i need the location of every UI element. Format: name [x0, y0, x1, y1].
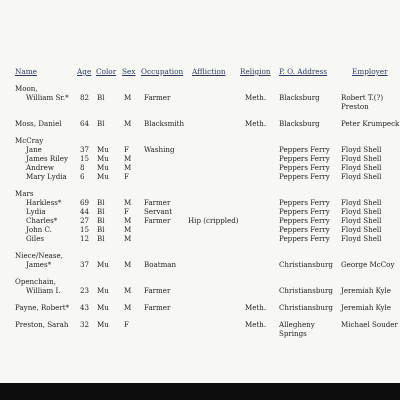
header-affliction: Affliction — [192, 67, 226, 76]
cell-employer: Jeremiah Kyle — [341, 286, 391, 295]
cell-employer: Jeremiah Kyle — [341, 303, 391, 312]
cell-name: Moss, Daniel — [15, 119, 62, 128]
cell-color: Bl — [97, 216, 105, 225]
cell-sex: F — [124, 145, 129, 154]
cell-occupation: Farmer — [144, 286, 171, 295]
cell-sex: M — [124, 286, 132, 295]
cell-occupation: Farmer — [144, 303, 171, 312]
cell-employer: Floyd Shell — [341, 216, 382, 225]
cell-color: Mu — [97, 320, 109, 329]
cell-name: Lydia — [26, 207, 46, 216]
cell-color: Mu — [97, 303, 109, 312]
cell-sex: M — [124, 119, 132, 128]
cell-address: Peppers Ferry — [279, 234, 330, 243]
cell-religion: Meth. — [245, 93, 267, 102]
cell-sex: F — [124, 172, 129, 181]
cell-employer: Robert T.(?) — [341, 93, 384, 102]
cell-name: Mary Lydia — [26, 172, 67, 181]
cell-name: McCray — [15, 136, 44, 145]
cell-name: Jane — [26, 145, 42, 154]
cell-religion: Meth. — [245, 320, 267, 329]
cell-age: 44 — [80, 207, 90, 216]
cell-address: Springs — [279, 329, 307, 338]
cell-employer: Floyd Shell — [341, 154, 382, 163]
cell-address: Peppers Ferry — [279, 198, 330, 207]
cell-address: Christiansburg — [279, 260, 333, 269]
cell-employer: Michael Souder — [341, 320, 398, 329]
cell-employer: Floyd Shell — [341, 163, 382, 172]
cell-address: Peppers Ferry — [279, 225, 330, 234]
cell-color: Bl — [97, 119, 105, 128]
cell-address: Peppers Ferry — [279, 154, 330, 163]
cell-name: John C. — [26, 225, 52, 234]
cell-employer: Floyd Shell — [341, 207, 382, 216]
cell-age: 6 — [80, 172, 85, 181]
cell-sex: M — [124, 163, 132, 172]
cell-color: Bl — [97, 225, 105, 234]
header-address: P. O. Address — [279, 67, 328, 76]
cell-occupation: Farmer — [144, 93, 171, 102]
cell-age: 32 — [80, 320, 90, 329]
cell-age: 37 — [80, 260, 90, 269]
cell-religion: Meth. — [245, 119, 267, 128]
cell-affliction: Hip (crippled) — [188, 216, 239, 225]
cell-age: 82 — [80, 93, 90, 102]
cell-age: 15 — [80, 154, 90, 163]
cell-religion: Meth. — [245, 303, 267, 312]
cell-sex: M — [124, 234, 132, 243]
cell-color: Mu — [97, 260, 109, 269]
cell-name: James* — [26, 260, 52, 269]
cell-name: Giles — [26, 234, 45, 243]
cell-address: Peppers Ferry — [279, 207, 330, 216]
header-employer: Employer — [352, 67, 388, 76]
cell-age: 43 — [80, 303, 90, 312]
cell-employer: Preston — [341, 102, 369, 111]
cell-address: Peppers Ferry — [279, 145, 330, 154]
cell-sex: M — [124, 260, 132, 269]
cell-color: Mu — [97, 145, 109, 154]
cell-age: 64 — [80, 119, 90, 128]
header-sex: Sex — [122, 67, 136, 76]
cell-age: 12 — [80, 234, 90, 243]
cell-color: Bl — [97, 234, 105, 243]
cell-employer: Floyd Shell — [341, 172, 382, 181]
cell-occupation: Servant — [144, 207, 173, 216]
cell-color: Mu — [97, 154, 109, 163]
cell-employer: Floyd Shell — [341, 198, 382, 207]
cell-age: 8 — [80, 163, 85, 172]
header-religion: Religion — [240, 67, 271, 76]
cell-sex: M — [124, 198, 132, 207]
cell-employer: Floyd Shell — [341, 234, 382, 243]
cell-sex: M — [124, 225, 132, 234]
cell-name: William I. — [26, 286, 61, 295]
cell-address: Christiansburg — [279, 303, 333, 312]
cell-sex: F — [124, 320, 129, 329]
header-name: Name — [15, 67, 37, 76]
cell-name: Charles* — [26, 216, 58, 225]
cell-sex: M — [124, 93, 132, 102]
cell-age: 27 — [80, 216, 90, 225]
cell-name: Moon, — [15, 84, 38, 93]
header-age: Age — [77, 67, 92, 76]
cell-age: 23 — [80, 286, 90, 295]
cell-occupation: Farmer — [144, 216, 171, 225]
cell-name: Harkless* — [26, 198, 62, 207]
cell-address: Peppers Ferry — [279, 163, 330, 172]
cell-sex: M — [124, 216, 132, 225]
cell-name: Mars — [15, 189, 34, 198]
cell-name: Openchain, — [15, 277, 56, 286]
cell-age: 69 — [80, 198, 90, 207]
cell-name: Payne, Robert* — [15, 303, 70, 312]
cell-occupation: Blacksmith — [144, 119, 185, 128]
header-color: Color — [96, 67, 117, 76]
cell-address: Allegheny — [279, 320, 315, 329]
cell-address: Peppers Ferry — [279, 172, 330, 181]
cell-color: Mu — [97, 286, 109, 295]
cell-address: Christiansburg — [279, 286, 333, 295]
cell-color: Bl — [97, 93, 105, 102]
cell-sex: M — [124, 303, 132, 312]
cell-age: 37 — [80, 145, 90, 154]
cell-occupation: Washing — [144, 145, 175, 154]
cell-employer: Peter Krumpeck — [341, 119, 400, 128]
cell-employer: Floyd Shell — [341, 145, 382, 154]
cell-address: Blacksburg — [279, 93, 320, 102]
cell-address: Blacksburg — [279, 119, 320, 128]
cell-name: William Sr.* — [26, 93, 69, 102]
cell-name: Preston, Sarah — [15, 320, 69, 329]
cell-age: 15 — [80, 225, 90, 234]
cell-name: James Riley — [26, 154, 68, 163]
cell-name: Niece/Nease, — [15, 251, 63, 260]
cell-name: Andrew — [26, 163, 54, 172]
cell-employer: George McCoy — [341, 260, 395, 269]
cell-occupation: Farmer — [144, 198, 171, 207]
cell-color: Mu — [97, 172, 109, 181]
cell-employer: Floyd Shell — [341, 225, 382, 234]
cell-color: Bl — [97, 207, 105, 216]
cell-occupation: Boatman — [144, 260, 177, 269]
cell-sex: F — [124, 207, 129, 216]
cell-address: Peppers Ferry — [279, 216, 330, 225]
header-occupation: Occupation — [141, 67, 184, 76]
cell-color: Bl — [97, 198, 105, 207]
cell-sex: M — [124, 154, 132, 163]
cell-color: Mu — [97, 163, 109, 172]
